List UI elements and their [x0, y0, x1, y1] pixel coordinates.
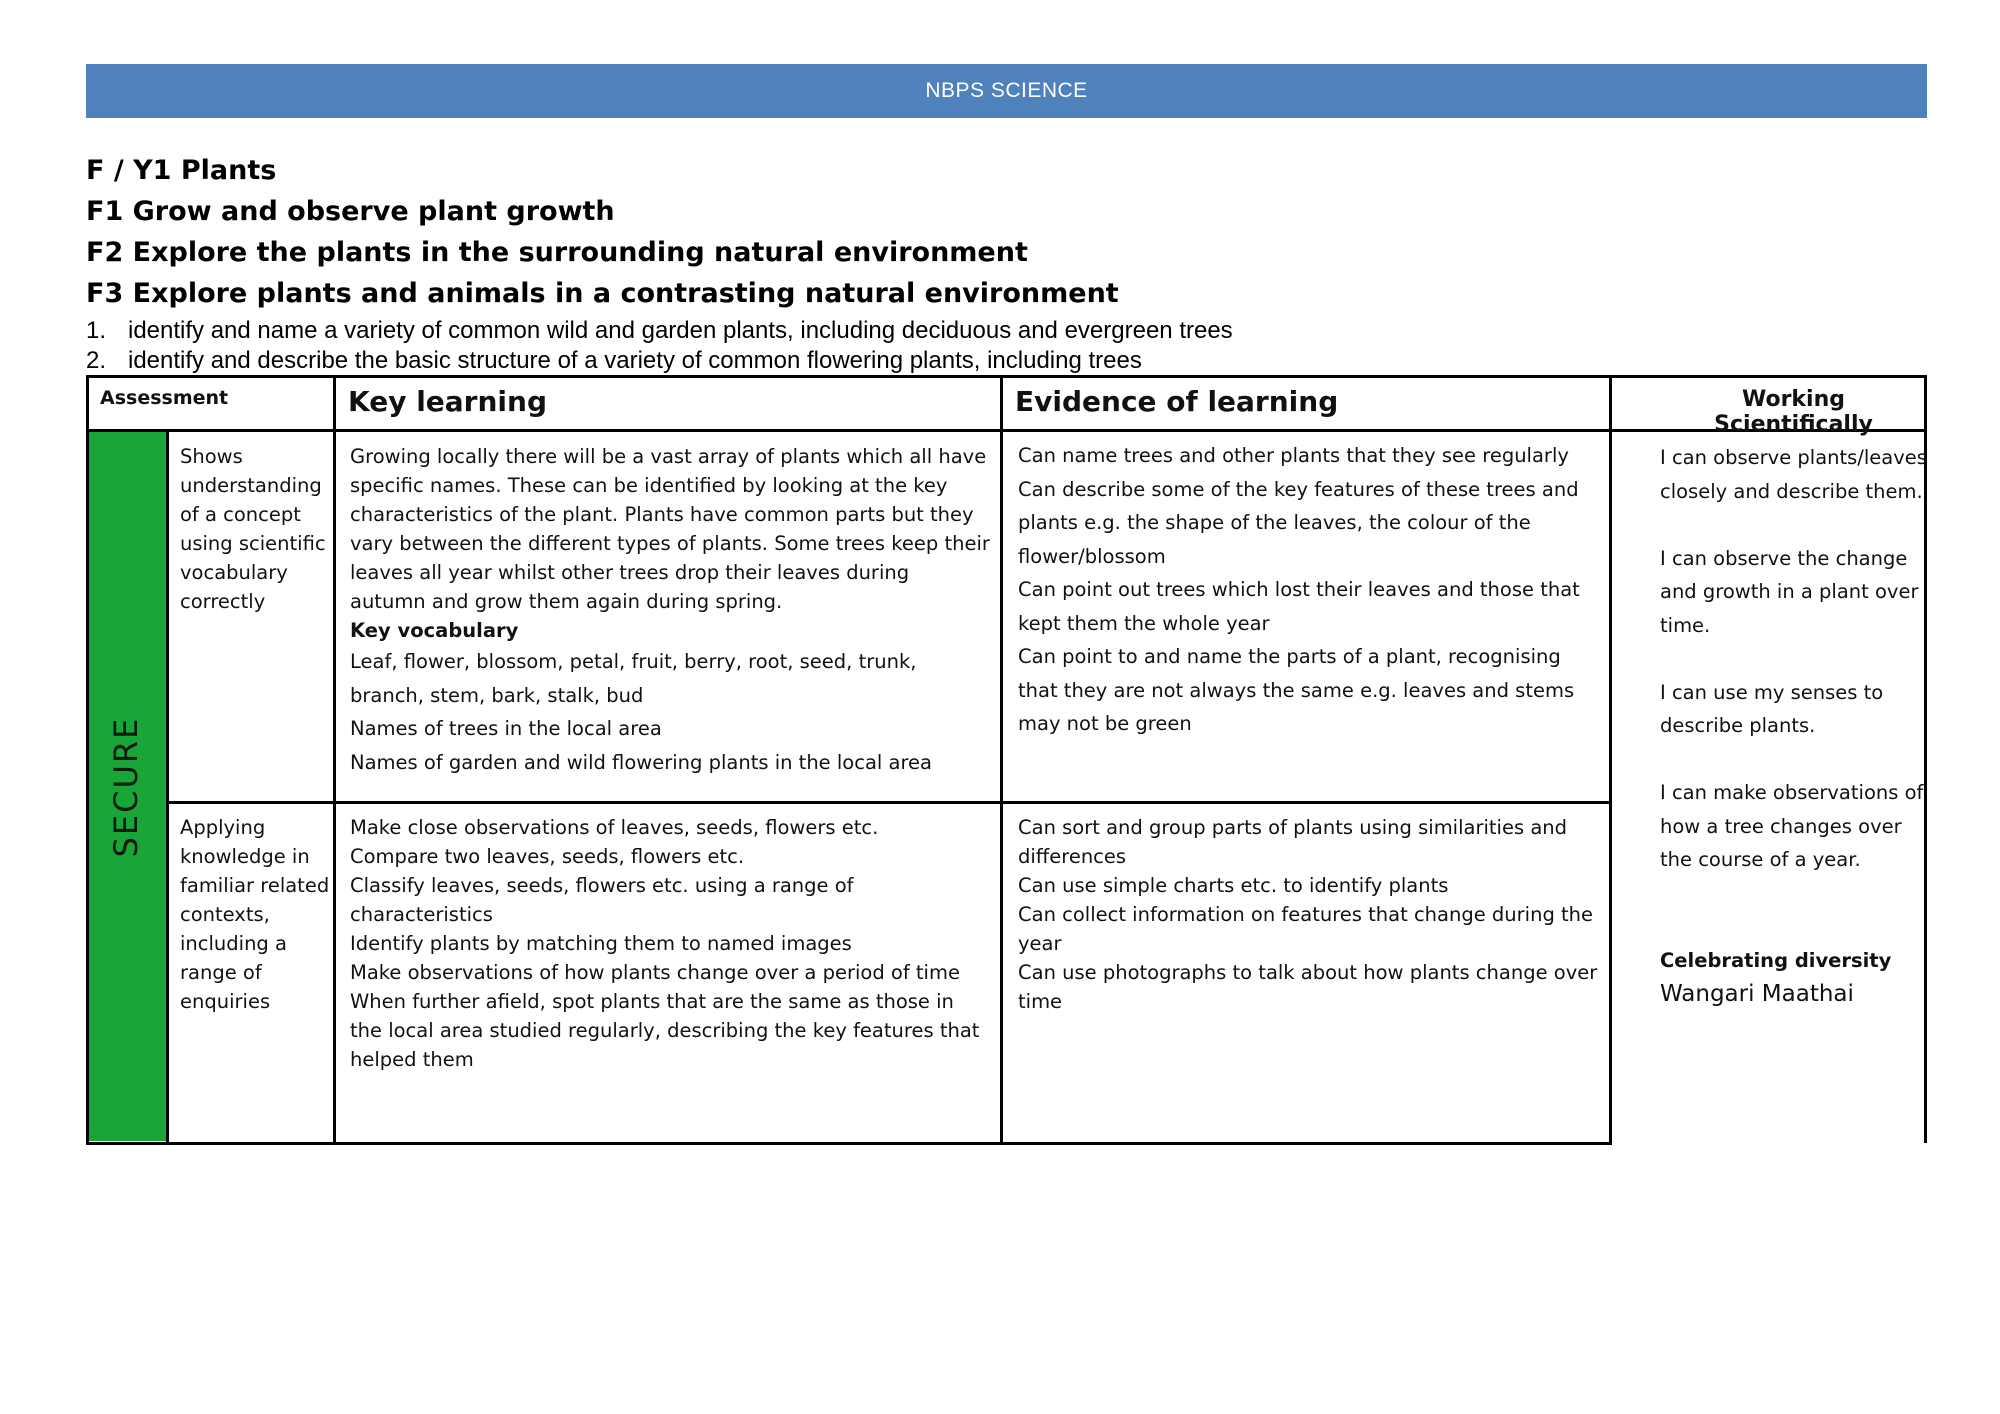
key-learning-line: Make observations of how plants change over a period of time — [350, 961, 960, 984]
assessment-table — [86, 375, 1927, 1145]
table-row-rule — [166, 801, 1612, 804]
vocabulary-line: Names of garden and wild flowering plants in the local area — [350, 750, 932, 774]
heading-f3: F3 Explore plants and animals in a contrasting natural environment — [86, 278, 1119, 309]
key-learning-text: Growing locally there will be a vast array of plants which all have specific names. These can be identified by looking at the key characteristics of the plant. Plants have common parts but they vary between the different types of plants. Some trees keep their leaves all year whilst other trees drop their leaves during autumn and grow them again during spring. — [350, 445, 990, 613]
evidence-line: Can use photographs to talk about how plants change over time — [1018, 961, 1598, 1013]
table-border-left — [86, 375, 89, 1145]
heading-topic: F / Y1 Plants — [86, 155, 277, 186]
headings — [86, 150, 1119, 314]
header-evidence: Evidence of learning — [1015, 385, 1339, 418]
key-learning-line: Classify leaves, seeds, flowers etc. using a range of characteristics — [350, 874, 854, 926]
vocabulary-line: Leaf, flower, blossom, petal, fruit, berry, root, seed, trunk, branch, stem, bark, stalk, bud — [350, 650, 917, 707]
header-working-scientifically: Working Scientifically — [1714, 387, 1873, 437]
evidence-line: Can describe some of the key features of these trees and plants e.g. the shape of the leaves, the colour of the flower/blossom — [1018, 477, 1579, 568]
objective-number: 1. — [86, 317, 107, 344]
key-learning-cell-1 — [350, 442, 990, 779]
evidence-line: Can sort and group parts of plants using similarities and differences — [1018, 816, 1568, 868]
evidence-line: Can point to and name the parts of a plant, recognising that they are not always the same e.g. leaves and stems may not be green — [1018, 645, 1575, 735]
working-scientifically-cell — [1660, 441, 1927, 1011]
objective-text: identify and describe the basic structure of a variety of common flowering plants, including trees — [128, 347, 1142, 374]
working-statement: I can observe plants/leaves closely and describe them. — [1660, 446, 1927, 503]
table-divider-band — [166, 431, 169, 1145]
table-divider-1 — [333, 375, 336, 1145]
objective-text: identify and name a variety of common wild and garden plants, including deciduous and evergreen trees — [128, 317, 1233, 344]
evidence-line: Can collect information on features that change during the year — [1018, 903, 1594, 955]
evidence-line: Can name trees and other plants that they see regularly — [1018, 444, 1569, 467]
table-border-bottom — [86, 1142, 1612, 1145]
objective-number: 2. — [86, 347, 107, 374]
key-learning-line: Identify plants by matching them to named images — [350, 932, 852, 955]
descriptor-understanding: Shows understanding of a concept using scientific vocabulary correctly — [180, 445, 326, 613]
objective-item — [86, 316, 1233, 346]
header-key-learning: Key learning — [348, 385, 547, 418]
key-learning-line: Compare two leaves, seeds, flowers etc. — [350, 845, 745, 868]
objective-item — [86, 346, 1233, 376]
header-assessment: Assessment — [100, 387, 229, 409]
working-statement: I can use my senses to describe plants. — [1660, 680, 1884, 737]
key-vocabulary-title: Key vocabulary — [350, 619, 519, 642]
table-divider-3 — [1609, 375, 1612, 1145]
working-statement: I can observe the change and growth in a plant over time. — [1660, 546, 1919, 637]
working-statement: I can make observations of how a tree changes over the course of a year. — [1660, 781, 1924, 871]
table-divider-2 — [1000, 375, 1003, 1145]
key-learning-line: When further afield, spot plants that are the same as those in the local area studied regularly, describing the key features that helped them — [350, 990, 980, 1071]
header-banner: NBPS SCIENCE — [86, 64, 1927, 118]
vocabulary-line: Names of trees in the local area — [350, 717, 662, 740]
celebrating-diversity-name: Wangari Maathai — [1660, 981, 1854, 1007]
descriptor-applying: Applying knowledge in familiar related contexts, including a range of enquiries — [180, 816, 330, 1013]
objectives-list — [86, 316, 1233, 376]
secure-level-label: SECURE — [107, 716, 145, 858]
evidence-line: Can use simple charts etc. to identify plants — [1018, 874, 1449, 897]
heading-f2: F2 Explore the plants in the surrounding natural environment — [86, 237, 1028, 268]
celebrating-diversity-title: Celebrating diversity — [1660, 948, 1892, 972]
evidence-cell-2 — [1018, 813, 1598, 1016]
table-border-top — [86, 375, 1927, 378]
key-learning-cell-2 — [350, 813, 990, 1074]
evidence-cell-1 — [1018, 439, 1598, 741]
key-learning-line: Make close observations of leaves, seeds, flowers etc. — [350, 816, 879, 839]
evidence-line: Can point out trees which lost their leaves and those that kept them the whole year — [1018, 578, 1580, 635]
table-header-rule — [86, 429, 1927, 432]
heading-f1: F1 Grow and observe plant growth — [86, 196, 615, 227]
